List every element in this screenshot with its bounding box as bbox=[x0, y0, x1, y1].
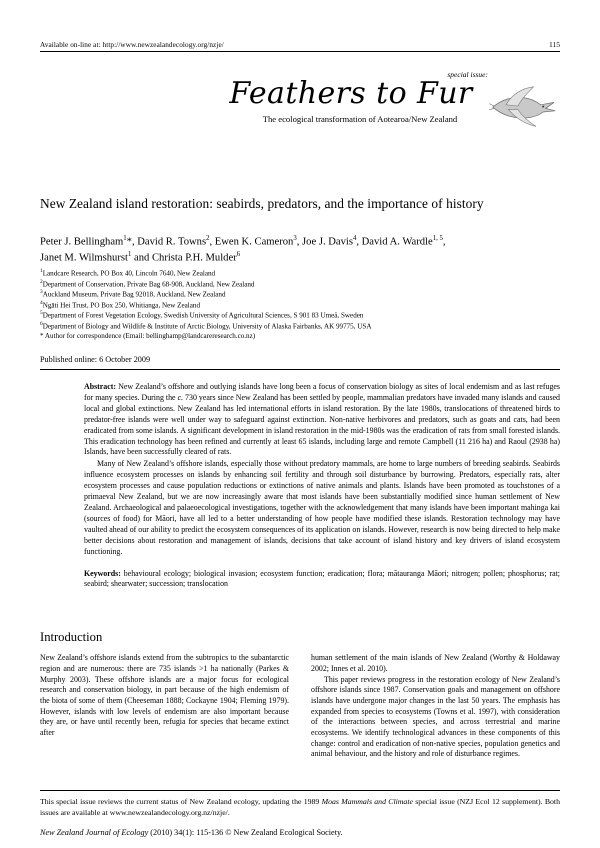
corresponding-author: * Author for correspondence (Email: bellinghamp@landcareresearch.co.nz) bbox=[40, 331, 256, 340]
abstract-label: Abstract: bbox=[84, 382, 116, 392]
author-line-1: Peter J. Bellingham$^1$*, David R. Towns$^2$, Ewen K. Cameron$^3$, Joe J. Davis$^4$, David A. Wardle$^{1, 5}$, bbox=[40, 235, 446, 248]
body-column-right bbox=[311, 653, 560, 760]
journal-subtitle: The ecological transformation of Aotearoa/New Zealand bbox=[262, 114, 458, 124]
affiliation-item: $^1$Landcare Research, PO Box 40, Lincoln 7640, New Zealand bbox=[40, 268, 216, 278]
body-columns bbox=[40, 653, 560, 760]
page-content bbox=[40, 40, 560, 760]
journal-citation bbox=[40, 828, 560, 837]
abstract bbox=[84, 382, 560, 558]
running-head-url: Available on-line at: http://www.newzealandecology.org/nzje/ bbox=[40, 41, 224, 49]
special-issue-footnote: This special issue reviews the current status of New Zealand ecology, updating the 1989 Moas Mammals and Climate special issue (NZJ Ecol 12 supplement). Both issues are available at www.newzealandecology.org.nz/nzje/. bbox=[40, 790, 560, 818]
special-issue-label: special issue: bbox=[447, 70, 488, 79]
running-head bbox=[40, 40, 560, 52]
journal-name: New Zealand Journal of Ecology bbox=[40, 828, 149, 838]
journal-masthead bbox=[40, 70, 560, 166]
section-heading-introduction: Introduction bbox=[40, 630, 103, 645]
body-column-left bbox=[40, 653, 289, 760]
published-date: Published online: 6 October 2009 bbox=[40, 355, 560, 370]
affiliation-item: $^5$Department of Forest Vegetation Ecology, Swedish University of Agricultural Sciences, S 901 83 Umeå, Sweden bbox=[40, 310, 364, 320]
intro-col1-para1: New Zealand’s offshore islands extend from the subtropics to the subantarctic region and are numerous: there are 735 islands >1 ha nationally (Parkes & Murphy 2003). These offshore islands are a major focus for ecological research and conservation biology, in part because of the high endemism of the biota of some of them (Cheeseman 1888; Cockayne 1904; Fleming 1979). However, islands with low levels of endemism are also important because they are, or have until recently been, refugia for species that became extinct after bbox=[40, 653, 289, 738]
page-footer bbox=[40, 790, 560, 837]
abstract-paragraph-1 bbox=[84, 382, 560, 458]
keywords-label: Keywords: bbox=[84, 568, 121, 578]
affiliation-item: $^6$Department of Biology and Wildlife & Institute of Arctic Biology, University of Alaska Fairbanks, AK 99775, USA bbox=[40, 320, 372, 330]
affiliation-item: $^4$Ngāti Hei Trust, PO Box 250, Whitianga, New Zealand bbox=[40, 299, 200, 310]
affiliations bbox=[40, 268, 560, 341]
flying-bird-icon bbox=[488, 76, 560, 136]
intro-col2-para1: human settlement of the main islands of New Zealand (Worthy & Holdaway 2002; Innes et al. 2010). bbox=[311, 653, 560, 674]
keywords bbox=[84, 569, 560, 591]
abstract-paragraph-2: Many of New Zealand’s offshore islands, especially those without predatory mammals, are home to large numbers of breeding seabirds. Seabirds influence ecosystem processes on islands by enhancing soil fertility and through soil disturbance by burrowing. Predators, especially rats, alter ecosystem processes and cause population reductions or extinctions of native animals and plants. Islands have been promoted as touchstones of a primaeval New Zealand, but we are now increasingly aware that most islands have been substantially modified since human settlement of New Zealand. Archaeological and palaeoecological investigations, together with the acknowledgement that many islands have been important mahinga kai (sources of food) for Māori, have all led to a better understanding of how people have modified these islands. Restoration technology may have vaulted ahead of our ability to predict the ecosystem consequences of its application on islands. However, research is now being directed to help make better decisions about restoration and management of islands, decisions that take account of island history and key drivers of island ecosystem functioning. bbox=[84, 459, 560, 556]
author-list bbox=[40, 234, 560, 265]
page-number: 115 bbox=[549, 40, 560, 49]
affiliation-item: $^2$Department of Conservation, Private Bag 68-908, Auckland, New Zealand bbox=[40, 278, 255, 289]
keywords-text: behavioural ecology; biological invasion; ecosystem function; eradication; flora; mātauranga Māori; nitrogen; pollen; phosphorus; rat; seabird; shearwater; succession; translocation bbox=[84, 568, 560, 589]
page-title: New Zealand island restoration: seabirds, predators, and the importance of history bbox=[40, 196, 484, 211]
intro-col2-para2: This paper reviews progress in the restoration ecology of New Zealand’s offshore islands since 1987. Conservation goals and management on offshore islands have undergone major changes in the last 50 years. The emphasis has expanded from species to ecosystems (Towns et al. 1997), with consideration of the interactions between species, and across terrestrial and marine ecosystems. We identify technological advances in these components of this change: control and eradication of non-native species, population genetics and animal behaviour, and the history and role of disturbance regimes. bbox=[311, 674, 560, 759]
journal-title: Feathers to Fur bbox=[229, 76, 473, 111]
affiliation-item: $^3$Auckland Museum, Private Bag 92018, Auckland, New Zealand bbox=[40, 289, 226, 299]
author-line-2: Janet M. Wilmshurst$^1$ and Christa P.H. Mulder$^6$ bbox=[40, 250, 241, 264]
abstract-text-1: New Zealand’s offshore and outlying islands have long been a focus of conservation biology as sites of local endemism and as last refuges for many species. During the c. 730 years since New Zealand has been settled by people, mammalian predators have invaded many islands and caused local and global extinctions. New Zealand has led international efforts in island restoration. By the late 1980s, translocations of threatened birds to predator-free islands were well under way to safeguard against extinction. Non-native herbivores and predators, such as goats and cats, had been eradicated from some islands. A significant development in island restoration in the mid-1980s was the eradication of rats from small forested islands. This eradication technology has been refined and currently at least 65 islands, including large and remote Campbell (11 216 ha) and Raoul (2938 ha) Islands, have been successfully cleared of rats. bbox=[84, 382, 560, 457]
journal-citation-details: (2010) 34(1): 115-136 © New Zealand Ecological Society. bbox=[150, 828, 343, 838]
